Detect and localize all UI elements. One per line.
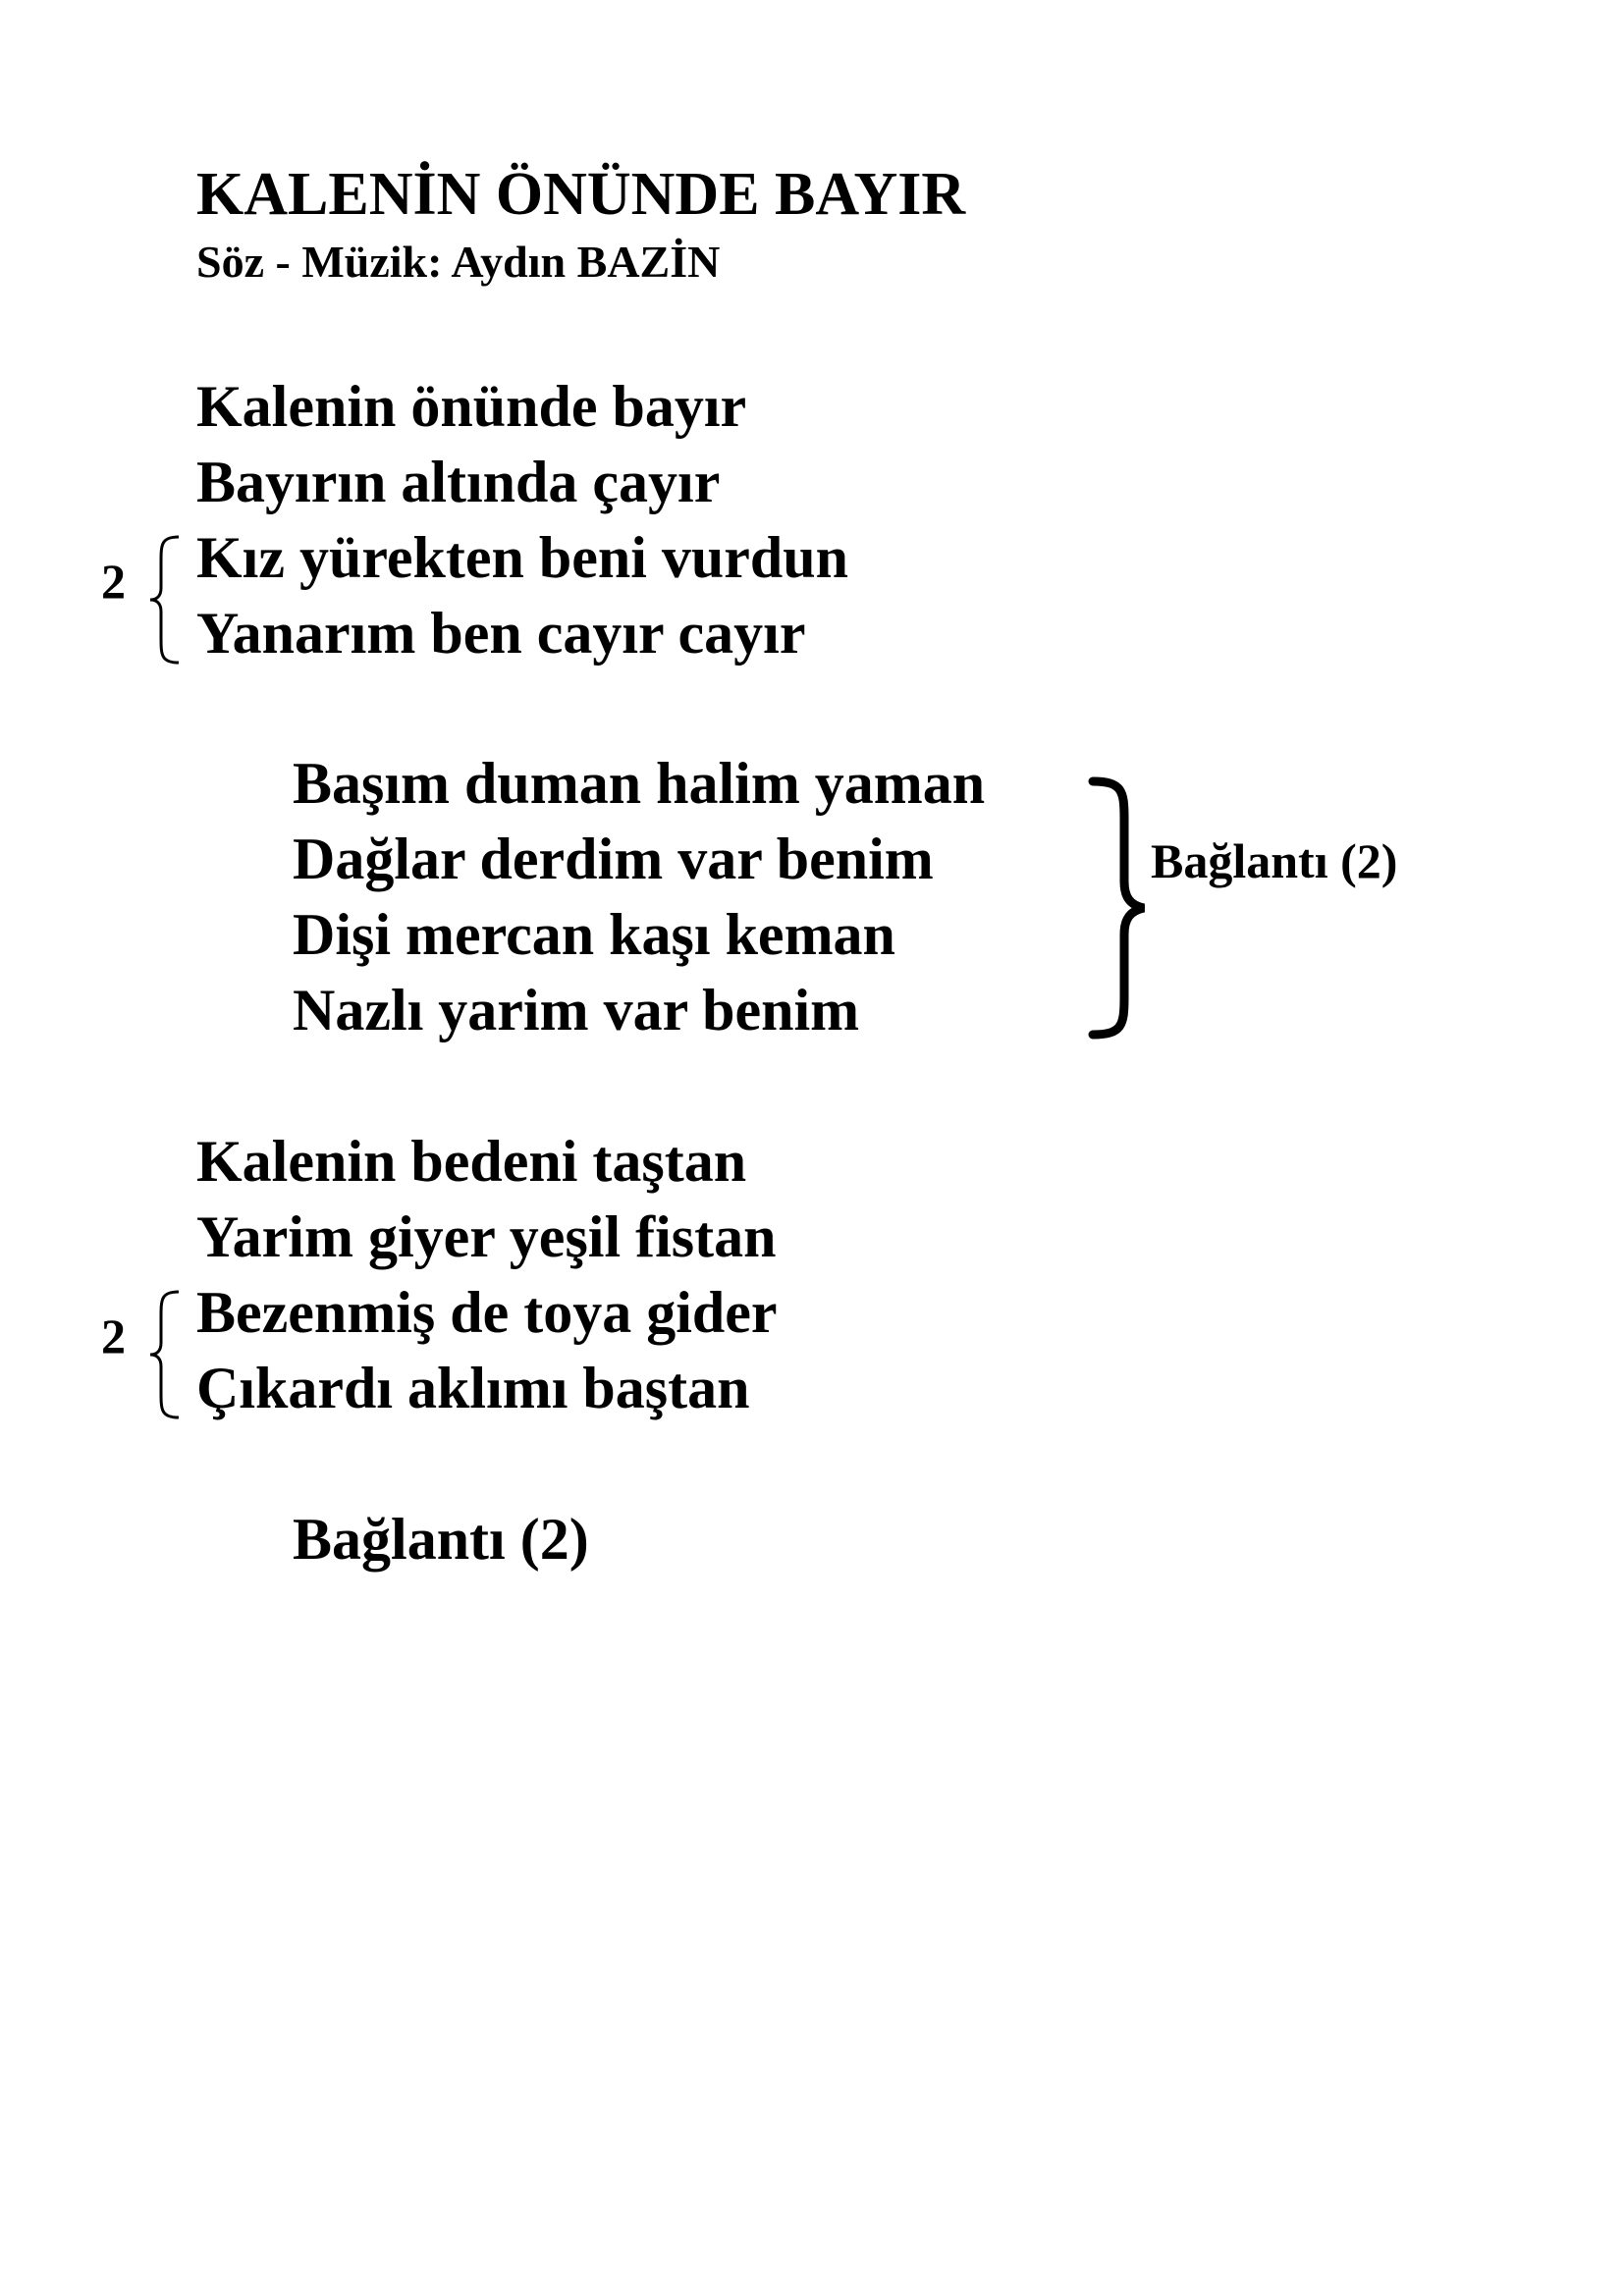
stanza-2-line: Çıkardı aklımı baştan	[196, 1356, 750, 1420]
stanza-1-line: Kalenin önünde bayır	[196, 374, 747, 439]
stanza-2-line: Kalenin bedeni taştan	[196, 1129, 747, 1194]
right-brace-icon	[1085, 775, 1154, 1041]
refrain-line: Dağlar derdim var benim	[293, 827, 934, 891]
refrain-label: Bağlantı (2)	[1151, 833, 1398, 888]
repeat-mark-2: 2	[101, 1308, 126, 1363]
refrain-line: Nazlı yarim var benim	[293, 978, 860, 1042]
stanza-1-line: Bayırın altında çayır	[196, 450, 721, 514]
refrain-line: Dişi mercan kaşı keman	[293, 902, 895, 967]
stanza-1-line: Yanarım ben cayır cayır	[196, 601, 806, 666]
song-credits: Söz - Müzik: Aydın BAZİN	[196, 237, 721, 287]
stanza-1-line: Kız yürekten beni vurdun	[196, 525, 849, 590]
stanza-1	[196, 369, 848, 671]
left-brace-icon	[147, 533, 183, 667]
refrain	[293, 746, 985, 1048]
stanza-2-line: Bezenmiş de toya gider	[196, 1280, 778, 1345]
stanza-2	[196, 1124, 778, 1426]
song-title: KALENİN ÖNÜNDE BAYIR	[196, 161, 966, 228]
refrain-repeat-label: Bağlantı (2)	[293, 1507, 589, 1572]
stanza-2-line: Yarim giyer yeşil fistan	[196, 1204, 777, 1269]
repeat-mark-1: 2	[101, 554, 126, 609]
left-brace-icon	[147, 1288, 183, 1421]
refrain-line: Başım duman halim yaman	[293, 751, 986, 816]
